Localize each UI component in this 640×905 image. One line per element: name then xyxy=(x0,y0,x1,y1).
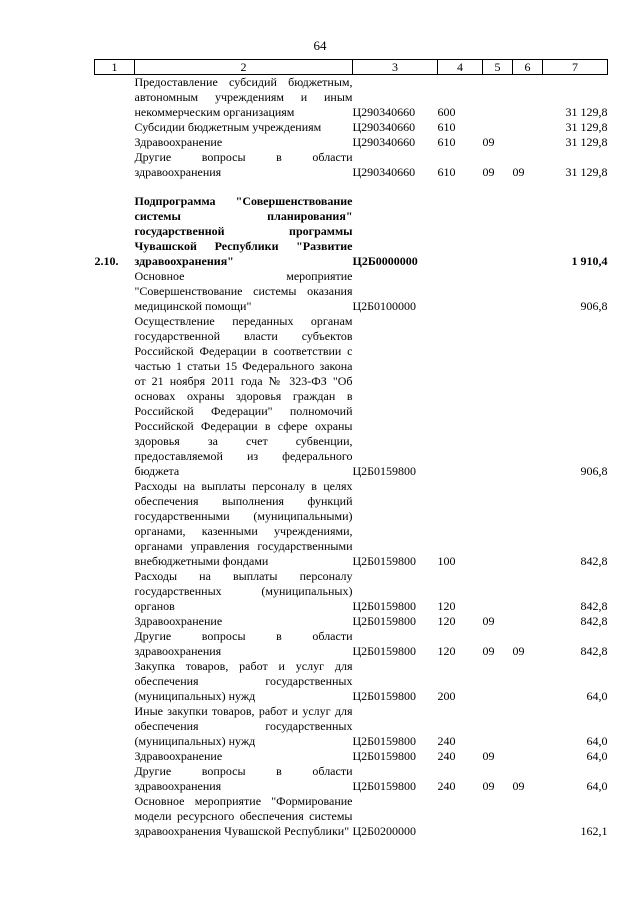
expense-group: 120 xyxy=(437,599,456,613)
row-name: Здравоохранение xyxy=(134,135,223,149)
subsection xyxy=(513,135,543,150)
header-col-3: 3 xyxy=(353,60,438,75)
row-number xyxy=(95,75,135,121)
header-col-6: 6 xyxy=(513,60,543,75)
subsection xyxy=(513,120,543,135)
row-number xyxy=(95,659,135,704)
table-row xyxy=(95,75,608,121)
section: 09 xyxy=(482,135,495,149)
section: 09 xyxy=(482,749,495,763)
expense-group: 240 xyxy=(437,779,456,793)
table-row xyxy=(95,704,608,749)
table-row xyxy=(95,135,608,150)
row-number xyxy=(95,120,135,135)
target-code: Ц2Б0159800 xyxy=(352,614,417,628)
row-number xyxy=(95,569,135,614)
row-amount: 842,8 xyxy=(580,554,608,568)
row-number xyxy=(95,150,135,180)
header-row xyxy=(95,60,608,75)
target-code: Ц2Б0159800 xyxy=(352,734,417,748)
expense-group xyxy=(438,314,483,479)
row-amount: 64,0 xyxy=(586,689,608,703)
table-row xyxy=(95,659,608,704)
subsection xyxy=(513,479,543,569)
row-name: Осуществление переданных органам государственной власти субъектов Российской Федерации в соответствии с частью 1 статьи 15 Федерального закона от 21 ноября 2011 года № 323-ФЗ "Об основах охраны здоровья граждан в Российской Федерации" полномочий Российской Федерации в сфере охраны здоровья за счет субвенции, предоставляемой из федерального бюджета xyxy=(134,314,353,478)
target-code: Ц2Б0159800 xyxy=(352,554,417,568)
table-row xyxy=(95,629,608,659)
row-name: Здравоохранение xyxy=(134,749,223,763)
row-amount: 31 129,8 xyxy=(565,120,608,134)
page-number: 64 xyxy=(313,38,327,53)
subsection xyxy=(513,269,543,314)
target-code: Ц2Б0100000 xyxy=(352,299,417,313)
target-code: Ц2Б0159800 xyxy=(352,599,417,613)
row-number xyxy=(95,749,135,764)
row-number xyxy=(95,479,135,569)
table-row xyxy=(95,794,608,839)
target-code: Ц2Б0200000 xyxy=(352,824,417,838)
target-code: Ц290340660 xyxy=(352,105,416,119)
row-number xyxy=(95,794,135,839)
expense-group: 240 xyxy=(437,734,456,748)
expense-group xyxy=(438,194,483,269)
subsection xyxy=(513,749,543,764)
row-amount: 842,8 xyxy=(580,614,608,628)
row-number xyxy=(95,314,135,479)
section xyxy=(483,704,513,749)
section xyxy=(483,194,513,269)
row-amount: 31 129,8 xyxy=(565,135,608,149)
row-name: Предоставление субсидий бюджетным, автономным учреждениям и иным некоммерческим организациям xyxy=(134,75,353,119)
subsection xyxy=(513,659,543,704)
row-name: Подпрограмма "Совершенствование системы планирования" государственной программы Чувашской Республики "Развитие здравоохранения" xyxy=(134,194,353,268)
section xyxy=(483,75,513,121)
section xyxy=(483,479,513,569)
section xyxy=(483,314,513,479)
table-row xyxy=(95,150,608,180)
spacer-cell xyxy=(95,180,608,194)
target-code: Ц2Б0159800 xyxy=(352,644,417,658)
expense-group: 610 xyxy=(437,120,456,134)
header-col-5: 5 xyxy=(483,60,513,75)
row-amount: 842,8 xyxy=(580,599,608,613)
table-row xyxy=(95,314,608,479)
expense-group: 600 xyxy=(437,105,456,119)
table-row xyxy=(95,269,608,314)
target-code: Ц2Б0159800 xyxy=(352,749,417,763)
row-number xyxy=(95,764,135,794)
header-col-7: 7 xyxy=(543,60,608,75)
table-row xyxy=(95,749,608,764)
expense-group: 610 xyxy=(437,165,456,179)
expense-group: 200 xyxy=(437,689,456,703)
target-code: Ц2Б0000000 xyxy=(352,254,418,268)
section: 09 xyxy=(482,165,495,179)
row-number xyxy=(95,704,135,749)
row-amount: 906,8 xyxy=(580,464,608,478)
row-name: Другие вопросы в области здравоохранения xyxy=(134,764,353,793)
row-name: Расходы на выплаты персоналу в целях обеспечения выполнения функций государственными (муниципальными) органами, казенными учреждениями, органами управления государственными внебюджетными фондами xyxy=(134,479,353,568)
subsection: 09 xyxy=(512,779,525,793)
target-code: Ц2Б0159800 xyxy=(352,689,417,703)
table-row xyxy=(95,120,608,135)
section xyxy=(483,569,513,614)
subsection: 09 xyxy=(512,644,525,658)
table-body xyxy=(95,75,608,840)
target-code: Ц290340660 xyxy=(352,165,416,179)
subsection xyxy=(513,704,543,749)
row-number: 2.10. xyxy=(94,254,119,268)
expense-group xyxy=(438,269,483,314)
row-name: Расходы на выплаты персоналу государственных (муниципальных) органов xyxy=(134,569,353,613)
target-code: Ц290340660 xyxy=(352,120,416,134)
row-amount: 1 910,4 xyxy=(571,254,608,268)
section xyxy=(483,269,513,314)
section xyxy=(483,120,513,135)
target-code: Ц290340660 xyxy=(352,135,416,149)
row-number xyxy=(95,614,135,629)
target-code: Ц2Б0159800 xyxy=(352,779,417,793)
expense-group: 120 xyxy=(437,614,456,628)
row-amount: 906,8 xyxy=(580,299,608,313)
expense-group xyxy=(438,794,483,839)
row-amount: 64,0 xyxy=(586,734,608,748)
section xyxy=(483,659,513,704)
row-name: Другие вопросы в области здравоохранения xyxy=(134,629,353,658)
table-row xyxy=(95,569,608,614)
row-amount: 31 129,8 xyxy=(565,165,608,179)
table-row xyxy=(95,614,608,629)
spacer-row xyxy=(95,180,608,194)
header-col-2: 2 xyxy=(135,60,353,75)
section: 09 xyxy=(482,644,495,658)
row-name: Основное мероприятие "Формирование модели ресурсного обеспечения системы здравоохранения Чувашской Республики" xyxy=(134,794,353,838)
row-name: Иные закупки товаров, работ и услуг для обеспечения государственных (муниципальных) нужд xyxy=(134,704,353,748)
section: 09 xyxy=(482,614,495,628)
subsection xyxy=(513,314,543,479)
subsection xyxy=(513,569,543,614)
target-code: Ц2Б0159800 xyxy=(352,464,417,478)
row-name: Субсидии бюджетным учреждениям xyxy=(134,120,322,134)
row-name: Основное мероприятие "Совершенствование системы оказания медицинской помощи" xyxy=(134,269,353,313)
subsection xyxy=(513,194,543,269)
budget-table xyxy=(94,59,608,839)
header-col-4: 4 xyxy=(438,60,483,75)
row-number xyxy=(95,269,135,314)
table-row xyxy=(95,479,608,569)
row-number xyxy=(95,135,135,150)
expense-group: 240 xyxy=(437,749,456,763)
subsection xyxy=(513,75,543,121)
expense-group: 100 xyxy=(437,554,456,568)
expense-group: 610 xyxy=(437,135,456,149)
table-row xyxy=(95,194,608,269)
row-amount: 31 129,8 xyxy=(565,105,608,119)
subsection xyxy=(513,794,543,839)
section: 09 xyxy=(482,779,495,793)
row-amount: 842,8 xyxy=(580,644,608,658)
subsection xyxy=(513,614,543,629)
row-number xyxy=(95,629,135,659)
row-name: Другие вопросы в области здравоохранения xyxy=(134,150,353,179)
subsection: 09 xyxy=(512,165,525,179)
row-amount: 162,1 xyxy=(580,824,608,838)
section xyxy=(483,794,513,839)
table-row xyxy=(95,764,608,794)
row-amount: 64,0 xyxy=(586,749,608,763)
row-amount: 64,0 xyxy=(586,779,608,793)
expense-group: 120 xyxy=(437,644,456,658)
header-col-1: 1 xyxy=(95,60,135,75)
row-name: Здравоохранение xyxy=(134,614,223,628)
row-name: Закупка товаров, работ и услуг для обеспечения государственных (муниципальных) нужд xyxy=(134,659,353,703)
